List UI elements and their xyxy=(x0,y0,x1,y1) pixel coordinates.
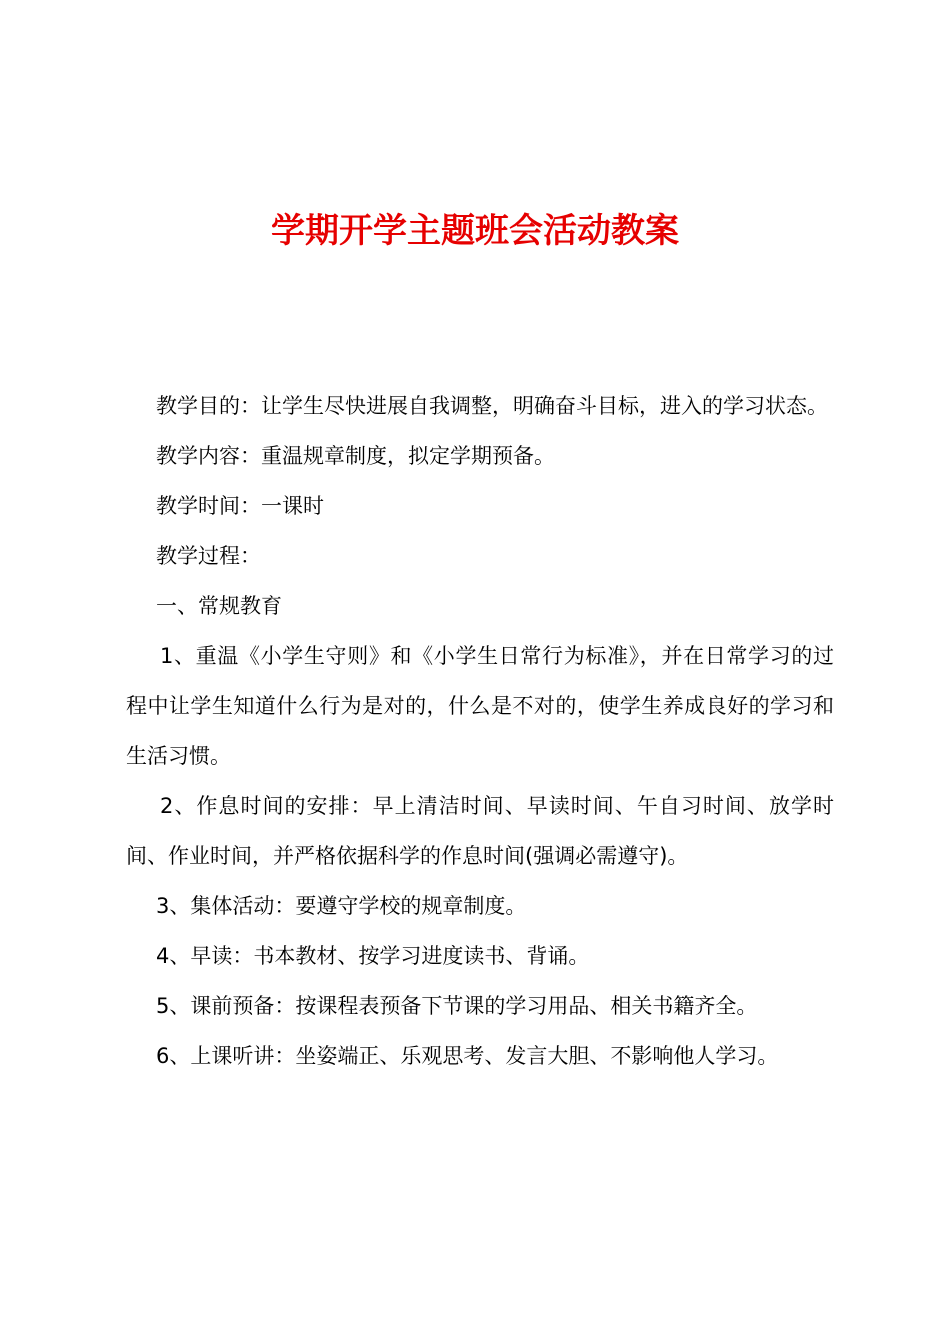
paragraph-teaching-process: 教学过程： xyxy=(156,544,261,568)
list-item-5: 5、课前预备：按课程表预备下节课的学习用品、相关书籍齐全。 xyxy=(156,994,758,1018)
list-item-1: 1、重温《小学生守则》和《小学生日常行为标准》，并在日常学习的过程中让学生知道什么行为是对的，什么是不对的，使学生养成良好的学习和生活习惯。 xyxy=(126,644,834,768)
paragraph-teaching-goal: 教学目的：让学生尽快进展自我调整，明确奋斗目标，进入的学习状态。 xyxy=(156,394,828,418)
section-heading-routine-education: 一、常规教育 xyxy=(156,594,282,618)
document-body xyxy=(126,381,834,1081)
paragraph-teaching-content: 教学内容：重温规章制度，拟定学期预备。 xyxy=(156,444,555,468)
paragraph-teaching-time: 教学时间：一课时 xyxy=(156,494,324,518)
document-title: 学期开学主题班会活动教案 xyxy=(271,211,679,251)
list-item-6: 6、上课听讲：坐姿端正、乐观思考、发言大胆、不影响他人学习。 xyxy=(156,1044,779,1068)
list-item-2: 2、作息时间的安排：早上清洁时间、早读时间、午自习时间、放学时间、作业时间，并严格依据科学的作息时间(强调必需遵守)。 xyxy=(126,794,834,868)
list-item-4: 4、早读：书本教材、按学习进度读书、背诵。 xyxy=(156,944,590,968)
list-item-3: 3、集体活动：要遵守学校的规章制度。 xyxy=(156,894,527,918)
